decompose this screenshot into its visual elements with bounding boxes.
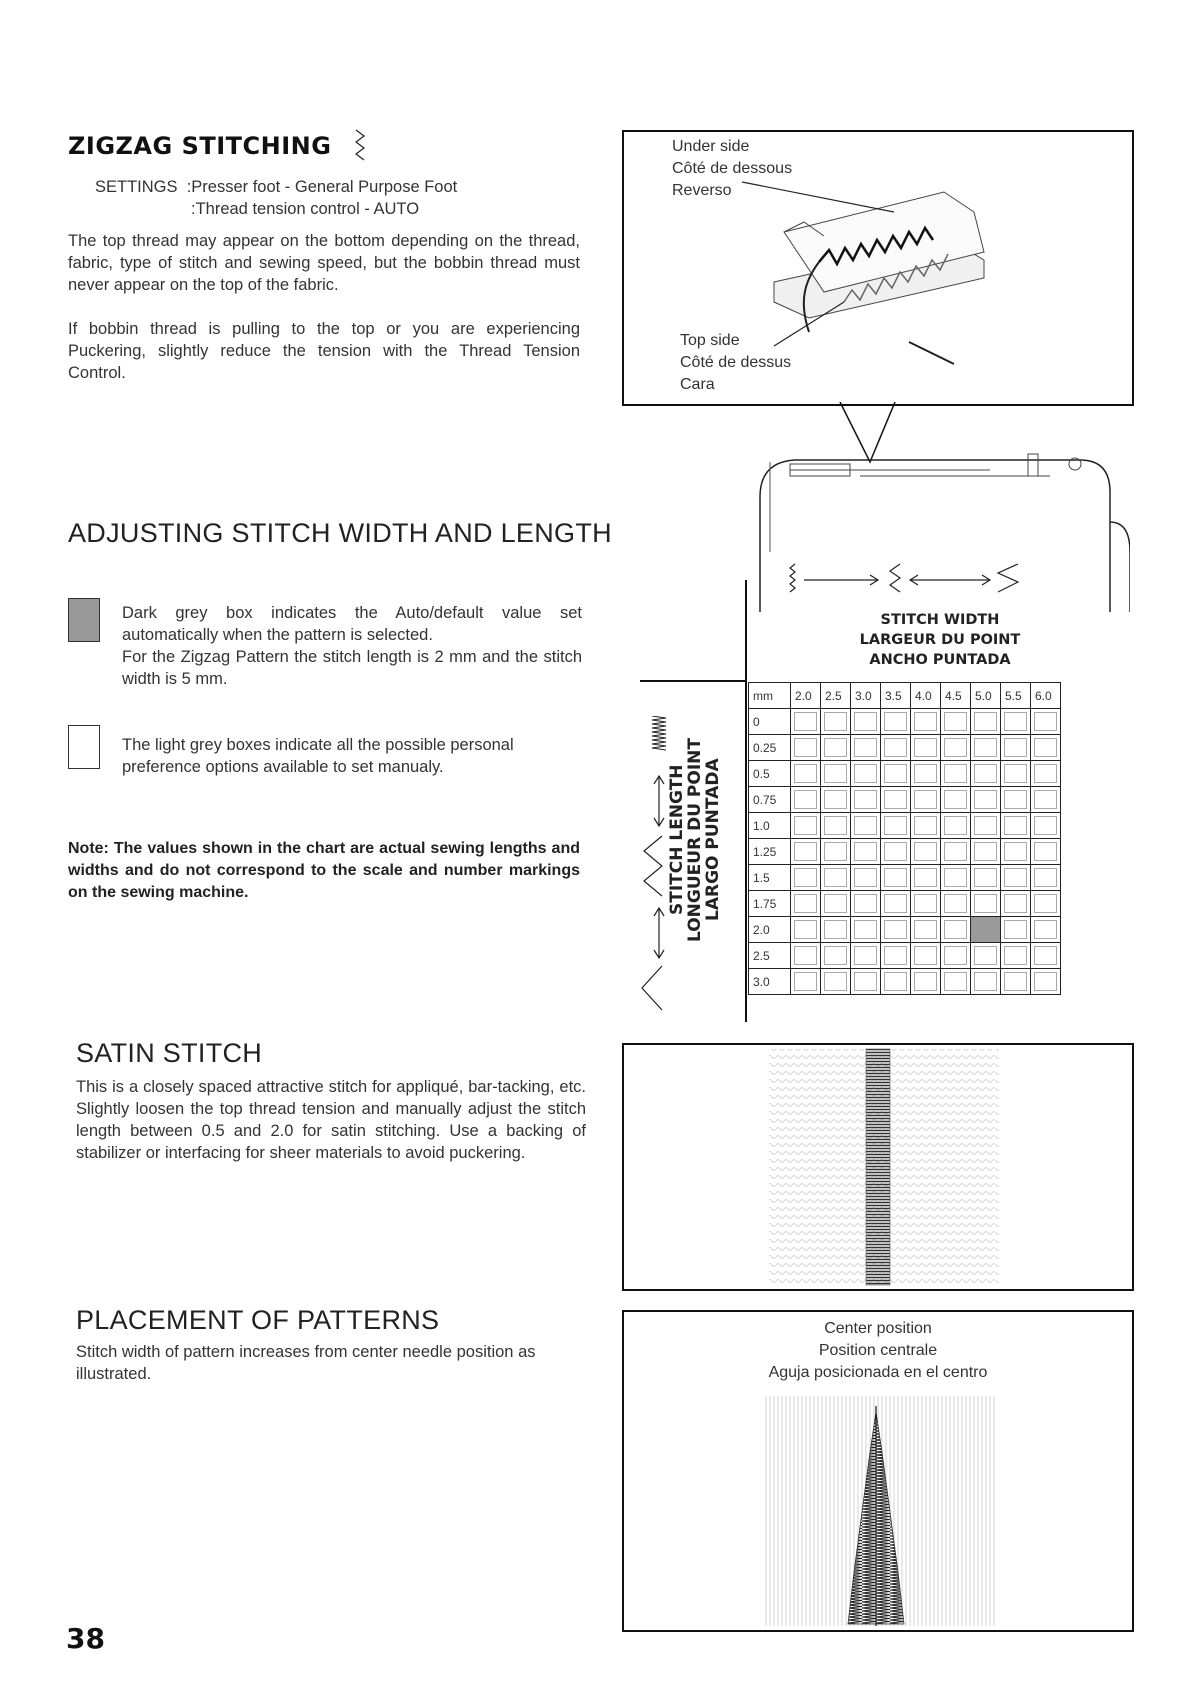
option-cell	[1031, 943, 1061, 969]
option-cell	[971, 787, 1001, 813]
option-cell	[851, 813, 881, 839]
width-header-cell: 4.5	[941, 683, 971, 709]
length-row	[749, 865, 1061, 891]
width-header-cell: 3.0	[851, 683, 881, 709]
stitch-length-title	[668, 720, 722, 960]
option-cell	[791, 839, 821, 865]
option-cell	[881, 839, 911, 865]
satin-title: SATIN STITCH	[76, 1038, 263, 1068]
option-cell	[1031, 761, 1061, 787]
option-cell	[1031, 813, 1061, 839]
length-row	[749, 709, 1061, 735]
option-cell	[1031, 969, 1061, 995]
option-cell	[821, 735, 851, 761]
option-cell	[911, 813, 941, 839]
option-cell	[821, 709, 851, 735]
top-side-fr: Côté de dessus	[680, 354, 792, 371]
option-cell	[971, 839, 1001, 865]
zigzag-paragraph-2: If bobbin thread is pulling to the top or you are experiencing Puckering, slightly reduce the tension with the Thread Tension Control.	[68, 320, 580, 382]
under-side-en: Under side	[672, 138, 750, 155]
option-cell	[1001, 761, 1031, 787]
placement-illustration	[624, 1392, 1132, 1628]
option-cell	[881, 891, 911, 917]
stitch-width-title	[790, 610, 1090, 670]
option-cell	[821, 865, 851, 891]
option-cell	[1001, 839, 1031, 865]
width-header-cell: 4.0	[911, 683, 941, 709]
width-header-cell: 3.5	[881, 683, 911, 709]
option-cell	[941, 787, 971, 813]
option-cell	[881, 787, 911, 813]
option-cell	[971, 943, 1001, 969]
option-cell	[1031, 865, 1061, 891]
length-label-cell: 1.75	[749, 891, 791, 917]
option-cell	[791, 917, 821, 943]
placement-paragraph: Stitch width of pattern increases from center needle position as illustrated.	[76, 1343, 536, 1383]
stitch-chart	[748, 682, 1061, 995]
placement-captions	[624, 1318, 1132, 1384]
top-side-labels	[680, 330, 791, 396]
option-cell	[881, 813, 911, 839]
option-cell	[911, 839, 941, 865]
length-label-cell: 1.5	[749, 865, 791, 891]
width-header-cell: 6.0	[1031, 683, 1061, 709]
light-grey-swatch	[68, 725, 100, 769]
placement-figure	[622, 1310, 1134, 1632]
option-cell	[851, 709, 881, 735]
option-cell	[821, 943, 851, 969]
option-cell	[941, 917, 971, 943]
option-cell	[881, 917, 911, 943]
placement-title: PLACEMENT OF PATTERNS	[76, 1305, 440, 1335]
option-cell	[1001, 709, 1031, 735]
option-cell	[1031, 735, 1061, 761]
option-cell	[821, 813, 851, 839]
option-cell	[1001, 735, 1031, 761]
option-cell	[1001, 787, 1031, 813]
zigzag-title	[68, 128, 370, 162]
setting-presser-foot: :Presser foot - General Purpose Foot	[186, 178, 458, 196]
chart-left-rule	[640, 680, 746, 682]
under-side-labels	[672, 136, 792, 202]
option-cell	[791, 813, 821, 839]
option-cell	[791, 735, 821, 761]
chart-note: Note: The values shown in the chart are actual sewing lengths and widths and do not correspond to the scale and number markings on the sewing machine.	[68, 840, 580, 901]
satin-paragraph: This is a closely spaced attractive stitch for appliqué, bar-tacking, etc. Slightly loosen the top thread tension and manually adjust the stitch length between 0.5 and 2.0 for satin stitching. Use a backing of stabilizer or interfacing for sheer materials to avoid puckering.	[76, 1078, 586, 1162]
option-cell	[1031, 787, 1061, 813]
length-row	[749, 891, 1061, 917]
option-cell	[851, 839, 881, 865]
option-cell	[941, 761, 971, 787]
option-cell	[791, 891, 821, 917]
option-cell	[821, 917, 851, 943]
grid-unit-label: mm	[749, 683, 791, 709]
option-cell	[971, 813, 1001, 839]
option-cell	[971, 709, 1001, 735]
option-cell	[1001, 813, 1031, 839]
option-cell	[791, 943, 821, 969]
length-row	[749, 917, 1061, 943]
length-row	[749, 761, 1061, 787]
option-cell	[911, 891, 941, 917]
stitch-width-es: ANCHO PUNTADA	[869, 652, 1011, 668]
option-cell	[881, 735, 911, 761]
option-cell	[821, 787, 851, 813]
option-cell	[791, 787, 821, 813]
option-cell	[971, 969, 1001, 995]
width-header-cell: 5.0	[971, 683, 1001, 709]
option-cell	[911, 865, 941, 891]
option-cell	[1001, 891, 1031, 917]
adjusting-title: ADJUSTING STITCH WIDTH AND LENGTH	[68, 518, 612, 548]
length-row	[749, 943, 1061, 969]
stitch-length-en: STITCH LENGTH	[667, 764, 687, 916]
chart-vertical-rule	[745, 682, 747, 1022]
option-cell	[791, 761, 821, 787]
length-label-cell: 1.0	[749, 813, 791, 839]
length-row	[749, 735, 1061, 761]
option-cell	[851, 943, 881, 969]
light-grey-description: The light grey boxes indicate all the possible personal preference options available to set manualy.	[122, 736, 514, 776]
settings-label: SETTINGS	[95, 178, 178, 196]
option-cell	[851, 917, 881, 943]
default-setting-cell	[971, 917, 1001, 943]
option-cell	[971, 865, 1001, 891]
dark-grey-text-2: For the Zigzag Pattern the stitch length is 2 mm and the stitch width is 5 mm.	[122, 648, 582, 688]
option-cell	[791, 709, 821, 735]
setting-thread-tension: :Thread tension control - AUTO	[191, 200, 420, 218]
option-cell	[941, 735, 971, 761]
length-label-cell: 0.5	[749, 761, 791, 787]
top-side-en: Top side	[680, 332, 740, 349]
option-cell	[881, 943, 911, 969]
zigzag-icon	[350, 128, 370, 162]
page-number: 38	[66, 1622, 105, 1655]
stitch-width-en: STITCH WIDTH	[880, 612, 1000, 628]
option-cell	[851, 891, 881, 917]
option-cell	[941, 865, 971, 891]
option-cell	[821, 969, 851, 995]
option-cell	[941, 839, 971, 865]
option-cell	[791, 969, 821, 995]
length-label-cell: 2.5	[749, 943, 791, 969]
option-cell	[941, 813, 971, 839]
placement-caption-fr: Position centrale	[818, 1342, 938, 1359]
stitch-length-fr: LONGUEUR DU POINT	[685, 738, 705, 942]
option-cell	[971, 735, 1001, 761]
length-label-cell: 1.25	[749, 839, 791, 865]
length-label-cell: 0.75	[749, 787, 791, 813]
stitch-grid-table	[748, 682, 1061, 995]
option-cell	[1001, 943, 1031, 969]
under-side-fr: Côté de dessous	[672, 160, 793, 177]
option-cell	[971, 891, 1001, 917]
option-cell	[941, 709, 971, 735]
length-label-cell: 0	[749, 709, 791, 735]
option-cell	[851, 865, 881, 891]
dark-grey-description	[122, 602, 582, 690]
option-cell	[821, 891, 851, 917]
length-label-cell: 2.0	[749, 917, 791, 943]
settings-block	[95, 176, 457, 220]
option-cell	[911, 943, 941, 969]
option-cell	[911, 969, 941, 995]
option-cell	[971, 761, 1001, 787]
placement-caption-en: Center position	[824, 1320, 932, 1337]
option-cell	[881, 709, 911, 735]
under-side-es: Reverso	[672, 182, 732, 199]
length-row	[749, 969, 1061, 995]
satin-stitch-illustration	[624, 1045, 1132, 1289]
option-cell	[851, 969, 881, 995]
placement-caption-es: Aguja posicionada en el centro	[768, 1364, 988, 1381]
stitch-width-fr: LARGEUR DU POINT	[859, 632, 1021, 648]
option-cell	[1031, 891, 1061, 917]
fabric-figure	[622, 130, 1134, 406]
option-cell	[881, 761, 911, 787]
option-cell	[911, 735, 941, 761]
option-cell	[1031, 839, 1061, 865]
zigzag-title-text: ZIGZAG STITCHING	[68, 132, 332, 160]
option-cell	[911, 917, 941, 943]
zigzag-paragraph-1: The top thread may appear on the bottom depending on the thread, fabric, type of stitch and sewing speed, but the bobbin thread must never appear on the top of the fabric.	[68, 232, 580, 294]
option-cell	[941, 891, 971, 917]
top-side-es: Cara	[680, 376, 715, 393]
option-cell	[1001, 917, 1031, 943]
length-row	[749, 787, 1061, 813]
option-cell	[821, 839, 851, 865]
option-cell	[941, 943, 971, 969]
length-label-cell: 3.0	[749, 969, 791, 995]
satin-figure	[622, 1043, 1134, 1291]
chart-header-divider	[745, 580, 747, 682]
length-row	[749, 839, 1061, 865]
length-row	[749, 813, 1061, 839]
width-header-cell: 2.5	[821, 683, 851, 709]
option-cell	[881, 865, 911, 891]
dark-grey-swatch	[68, 598, 100, 642]
length-label-cell: 0.25	[749, 735, 791, 761]
option-cell	[851, 787, 881, 813]
option-cell	[851, 735, 881, 761]
option-cell	[1001, 865, 1031, 891]
grid-header-row	[749, 683, 1061, 709]
option-cell	[821, 761, 851, 787]
width-header-cell: 5.5	[1001, 683, 1031, 709]
option-cell	[1031, 709, 1061, 735]
option-cell	[911, 709, 941, 735]
option-cell	[791, 865, 821, 891]
option-cell	[851, 761, 881, 787]
option-cell	[911, 787, 941, 813]
option-cell	[911, 761, 941, 787]
stitch-length-es: LARGO PUNTADA	[703, 758, 723, 922]
option-cell	[941, 969, 971, 995]
option-cell	[881, 969, 911, 995]
option-cell	[1001, 969, 1031, 995]
dark-grey-text-1: Dark grey box indicates the Auto/default value set automatically when the pattern is selected.	[122, 604, 582, 644]
option-cell	[1031, 917, 1061, 943]
width-header-cell: 2.0	[791, 683, 821, 709]
